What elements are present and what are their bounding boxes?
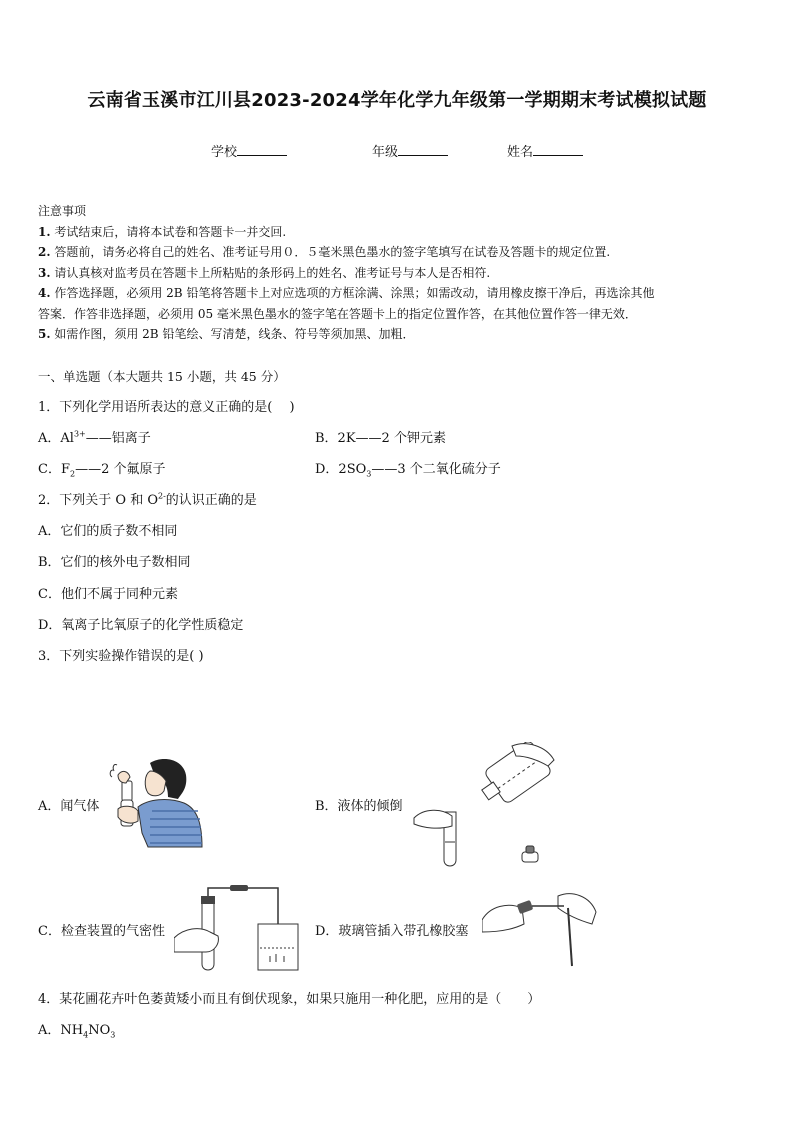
q1-option-b[interactable]: B．2K——2 个钾元素 [315,431,446,446]
q2-option-a[interactable]: A．它们的质子数不相同 [38,524,178,539]
q3-option-b[interactable]: B．液体的倾倒 [315,799,403,814]
notice-block [38,201,763,345]
q1-option-d[interactable]: D．$2SO_3——3$ 个二氧化硫分子 [315,462,501,479]
airtightness-check-illustration [174,882,304,974]
notice-item-4: 4. 作答选择题，必须用 2B 铅笔将答题卡上对应选项的方框涂满、涂黑；如需改动，请用橡皮擦干净后，再选涂其他 [38,286,655,300]
school-label: 学校 [211,145,238,160]
name-field[interactable] [507,141,583,160]
grade-label: 年级 [372,145,399,160]
notice-item-4-cont: 答案．作答非选择题，必须用 05 毫米黑色墨水的签字笔在答题卡上的指定位置作答，在其他位置作答一律无效． [38,306,637,321]
notice-heading: 注意事项 [38,204,87,218]
name-label: 姓名 [507,145,534,160]
q3-option-d[interactable]: D．玻璃管插入带孔橡胶塞 [315,924,469,939]
q2-stem: 2．下列关于 O 和 $O^{2-}$的认识正确的是 [38,491,257,508]
q1-option-a[interactable]: A．$Al^{3+}——$铝离子 [38,429,151,446]
q4-stem: 4．某花圃花卉叶色萎黄矮小而且有倒伏现象，如果只施用一种化肥，应用的是（ ） [38,992,541,1007]
name-blank[interactable] [533,142,583,156]
glass-tube-insertion-illustration [482,890,598,970]
notice-item-3: 3. 请认真核对监考员在答题卡上所粘贴的条形码上的姓名、准考证号与本人是否相符. [38,265,491,280]
section-heading: 一、单选题（本大题共 15 小题，共 45 分） [38,369,286,384]
grade-field[interactable] [372,141,448,160]
q3-option-c[interactable]: C．检查装置的气密性 [38,924,165,939]
q3-option-a[interactable]: A．闻气体 [38,799,100,814]
q1-option-c[interactable]: C．$F_2——2$ 个氟原子 [38,462,166,479]
page-title: 云南省玉溪市江川县2023-2024学年化学九年级第一学期期末考试模拟试题 [87,90,707,111]
notice-item-2: 2. 答题前，请务必将自己的姓名、准考证号用０．５毫米黑色墨水的签字笔填写在试卷及答题卡的规定位置. [38,245,611,259]
notice-item-1: 1. 考试结束后，请将本试卷和答题卡一并交回. [38,224,287,239]
q3-stem: 3．下列实验操作错误的是( ) [38,649,204,664]
school-field[interactable] [211,141,287,160]
smelling-gas-illustration [108,755,208,850]
q1-stem: 1．下列化学用语所表达的意义正确的是( ) [38,400,295,415]
q2-option-d[interactable]: D．氧离子比氧原子的化学性质稳定 [38,618,244,633]
q4-option-a[interactable]: A．$NH_4NO_3$ [38,1023,116,1040]
q2-option-c[interactable]: C．他们不属于同种元素 [38,587,178,602]
liquid-pouring-illustration [408,742,558,870]
q2-option-b[interactable]: B．它们的核外电子数相同 [38,555,191,570]
grade-blank[interactable] [398,142,448,156]
notice-item-5: 5. 如需作图，须用 2B 铅笔绘、写清楚，线条、符号等须加黑、加粗． [38,327,415,341]
school-blank[interactable] [237,142,287,156]
